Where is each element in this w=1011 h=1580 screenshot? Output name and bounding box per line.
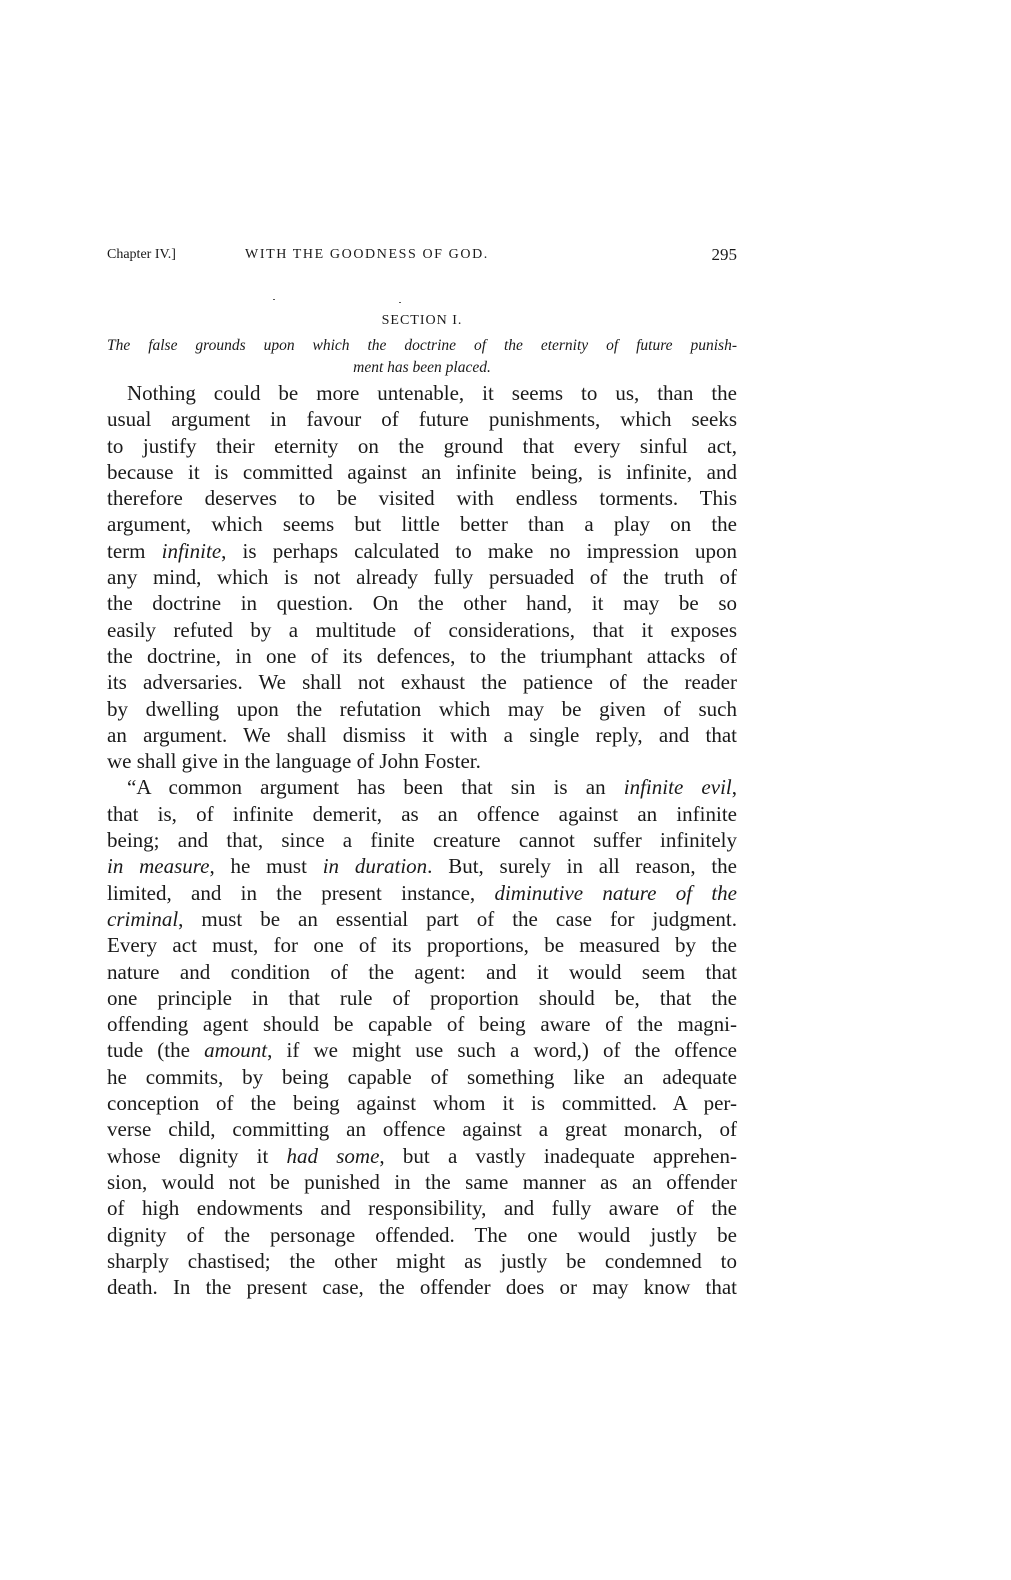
text-run: the doctrine, in one of its defences, to the triumphant attacks of — [107, 643, 737, 668]
text-line — [107, 406, 737, 432]
text-line — [107, 932, 737, 958]
text-line — [107, 801, 737, 827]
text-line — [107, 722, 737, 748]
text-run: of high endowments and responsibility, and fully aware of the — [107, 1196, 737, 1221]
text-run: whose dignity it — [107, 1143, 287, 1168]
text-run: , but a vastly inadequate apprehen- — [379, 1143, 737, 1168]
text-line — [107, 696, 737, 722]
text-line — [107, 985, 737, 1011]
text-run: nature and condition of the agent: and it would seem that — [107, 959, 737, 984]
text-run: the doctrine in question. On the other hand, it may be so — [107, 591, 737, 616]
text-line — [107, 669, 737, 695]
text-line — [107, 1248, 737, 1274]
section-heading: SECTION I. — [381, 313, 463, 328]
text-run: tude (the — [107, 1038, 205, 1063]
text-line — [107, 511, 737, 537]
text-line — [107, 827, 737, 853]
text-run: any mind, which is not already fully persuaded of the truth of — [107, 565, 737, 590]
text-run: . But, surely in all reason, the — [427, 854, 737, 879]
paragraph — [107, 774, 737, 1300]
italic-text: in measure — [107, 854, 210, 879]
text-line — [107, 538, 737, 564]
text-line — [107, 643, 737, 669]
text-run: that is, of infinite demerit, as an offence against an infinite — [107, 801, 737, 826]
text-line — [107, 1143, 737, 1169]
text-line — [107, 774, 737, 800]
text-run: being; and that, since a finite creature cannot suffer infinitely — [107, 828, 737, 853]
text-line — [107, 748, 737, 774]
italic-text: infinite evil — [623, 775, 732, 800]
text-run: dignity of the personage offended. The one would justly be — [107, 1222, 737, 1247]
text-run: he commits, by being capable of something like an adequate — [107, 1064, 737, 1089]
text-run: verse child, committing an offence against a great monarch, of — [107, 1117, 737, 1142]
running-header — [107, 245, 737, 267]
text-run: by dwelling upon the refutation which may be given of such — [107, 696, 737, 721]
text-line — [107, 617, 737, 643]
text-run: argument, which seems but little better than a play on the — [107, 512, 737, 537]
text-run: because it is committed against an infinite being, is infinite, and — [107, 459, 737, 484]
text-run: therefore deserves to be visited with endless torments. This — [107, 486, 737, 511]
text-run: we shall give in the language of John Foster. — [107, 749, 481, 774]
text-run: death. In the present case, the offender does or may know that — [107, 1275, 737, 1300]
text-run: one principle in that rule of proportion should be, that the — [107, 985, 737, 1010]
text-run: , is perhaps calculated to make no impression upon — [221, 538, 737, 563]
text-line — [107, 1169, 737, 1195]
text-line — [107, 853, 737, 879]
text-run: conception of the being against whom it is committed. A per- — [107, 1091, 737, 1116]
italic-text: criminal — [107, 906, 179, 931]
italic-text: infinite — [161, 538, 222, 563]
text-line — [107, 485, 737, 511]
text-line — [107, 1011, 737, 1037]
text-line — [107, 1195, 737, 1221]
text-run: , — [731, 775, 737, 800]
body-text — [107, 380, 737, 1300]
text-run: Every act must, for one of its proportions, be measured by the — [107, 933, 737, 958]
text-line — [107, 433, 737, 459]
text-line — [107, 1090, 737, 1116]
text-line — [107, 959, 737, 985]
print-speck — [273, 299, 275, 300]
text-run: , he must — [209, 854, 323, 879]
text-line — [107, 380, 737, 406]
text-run: easily refuted by a multitude of considerations, that it exposes — [107, 617, 737, 642]
chapter-label: Chapter IV.] — [107, 247, 176, 262]
paragraph — [107, 380, 737, 774]
page-number: 295 — [711, 245, 737, 264]
text-run: to justify their eternity on the ground that every sinful act, — [107, 433, 737, 458]
text-run: usual argument in favour of future punishments, which seeks — [107, 407, 737, 432]
italic-text: in duration — [322, 854, 428, 879]
italic-text: diminutive nature of the — [494, 880, 738, 905]
text-run: “A common argument has been that sin is an — [127, 775, 624, 800]
text-line — [107, 564, 737, 590]
text-line — [107, 1064, 737, 1090]
text-line — [107, 459, 737, 485]
section-subtitle-line1: The false grounds upon which the doctrine of the eternity of future punish- — [107, 337, 737, 354]
text-run: term — [107, 538, 162, 563]
text-run: limited, and in the present instance, — [107, 880, 495, 905]
text-run: Nothing could be more untenable, it seems to us, than the — [127, 381, 737, 405]
text-line — [107, 1116, 737, 1142]
text-line — [107, 1222, 737, 1248]
print-speck — [399, 302, 401, 303]
text-run: its adversaries. We shall not exhaust the patience of the reader — [107, 670, 737, 695]
text-run: sion, would not be punished in the same manner as an offender — [107, 1169, 737, 1194]
text-run: offending agent should be capable of being aware of the magni- — [107, 1012, 737, 1037]
italic-text: had some — [286, 1143, 380, 1168]
italic-text: amount — [204, 1038, 268, 1063]
text-run: , must be an essential part of the case for judgment. — [178, 906, 737, 931]
text-run: sharply chastised; the other might as justly be condemned to — [107, 1248, 737, 1273]
section-subtitle-line2: ment has been placed. — [353, 359, 491, 376]
text-line — [107, 1274, 737, 1300]
running-title: WITH THE GOODNESS OF GOD. — [245, 247, 489, 262]
text-line — [107, 1037, 737, 1063]
text-line — [107, 906, 737, 932]
text-line — [107, 590, 737, 616]
text-line — [107, 880, 737, 906]
text-run: an argument. We shall dismiss it with a single reply, and that — [107, 722, 737, 747]
text-run: , if we might use such a word,) of the offence — [267, 1038, 737, 1063]
